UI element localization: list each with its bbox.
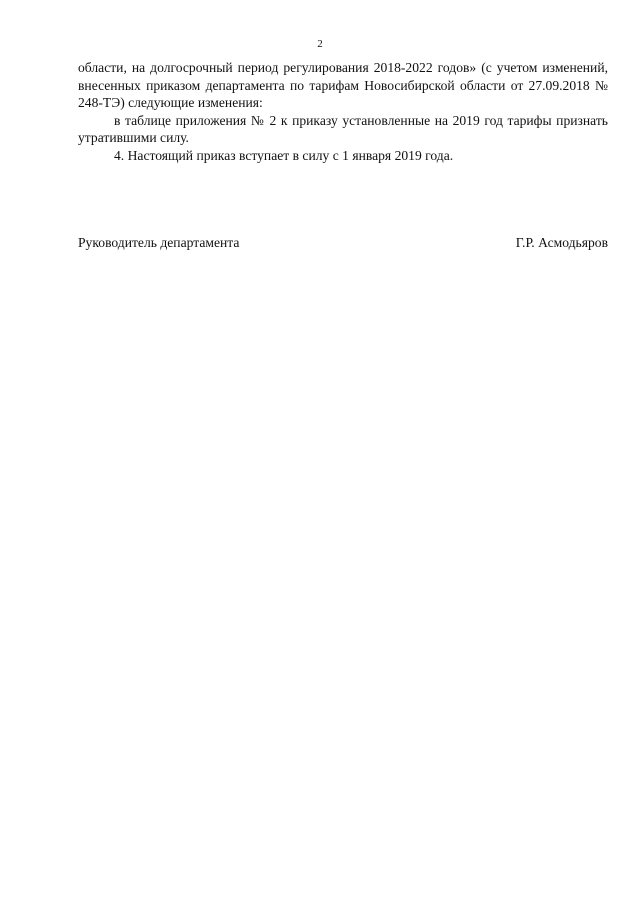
signatory-position: Руководитель департамента [78,235,240,250]
document-body [78,59,608,164]
paragraph-continuation: области, на долгосрочный период регулирования 2018-2022 годов» (с учетом изменений, внесенных приказом департамента по тарифам Новосибирской области от 27.09.2018 № 248-ТЭ) следующие изменения: [78,60,608,110]
paragraph-table-amendment: в таблице приложения № 2 к приказу установленные на 2019 год тарифы признать утратившими силу. [78,112,608,145]
page-number: 2 [317,38,323,50]
paragraph-effective-date: 4. Настоящий приказ вступает в силу с 1 января 2019 года. [114,147,454,163]
signatory-name: Г.Р. Асмодьяров [515,235,608,250]
signature-block [78,234,608,251]
